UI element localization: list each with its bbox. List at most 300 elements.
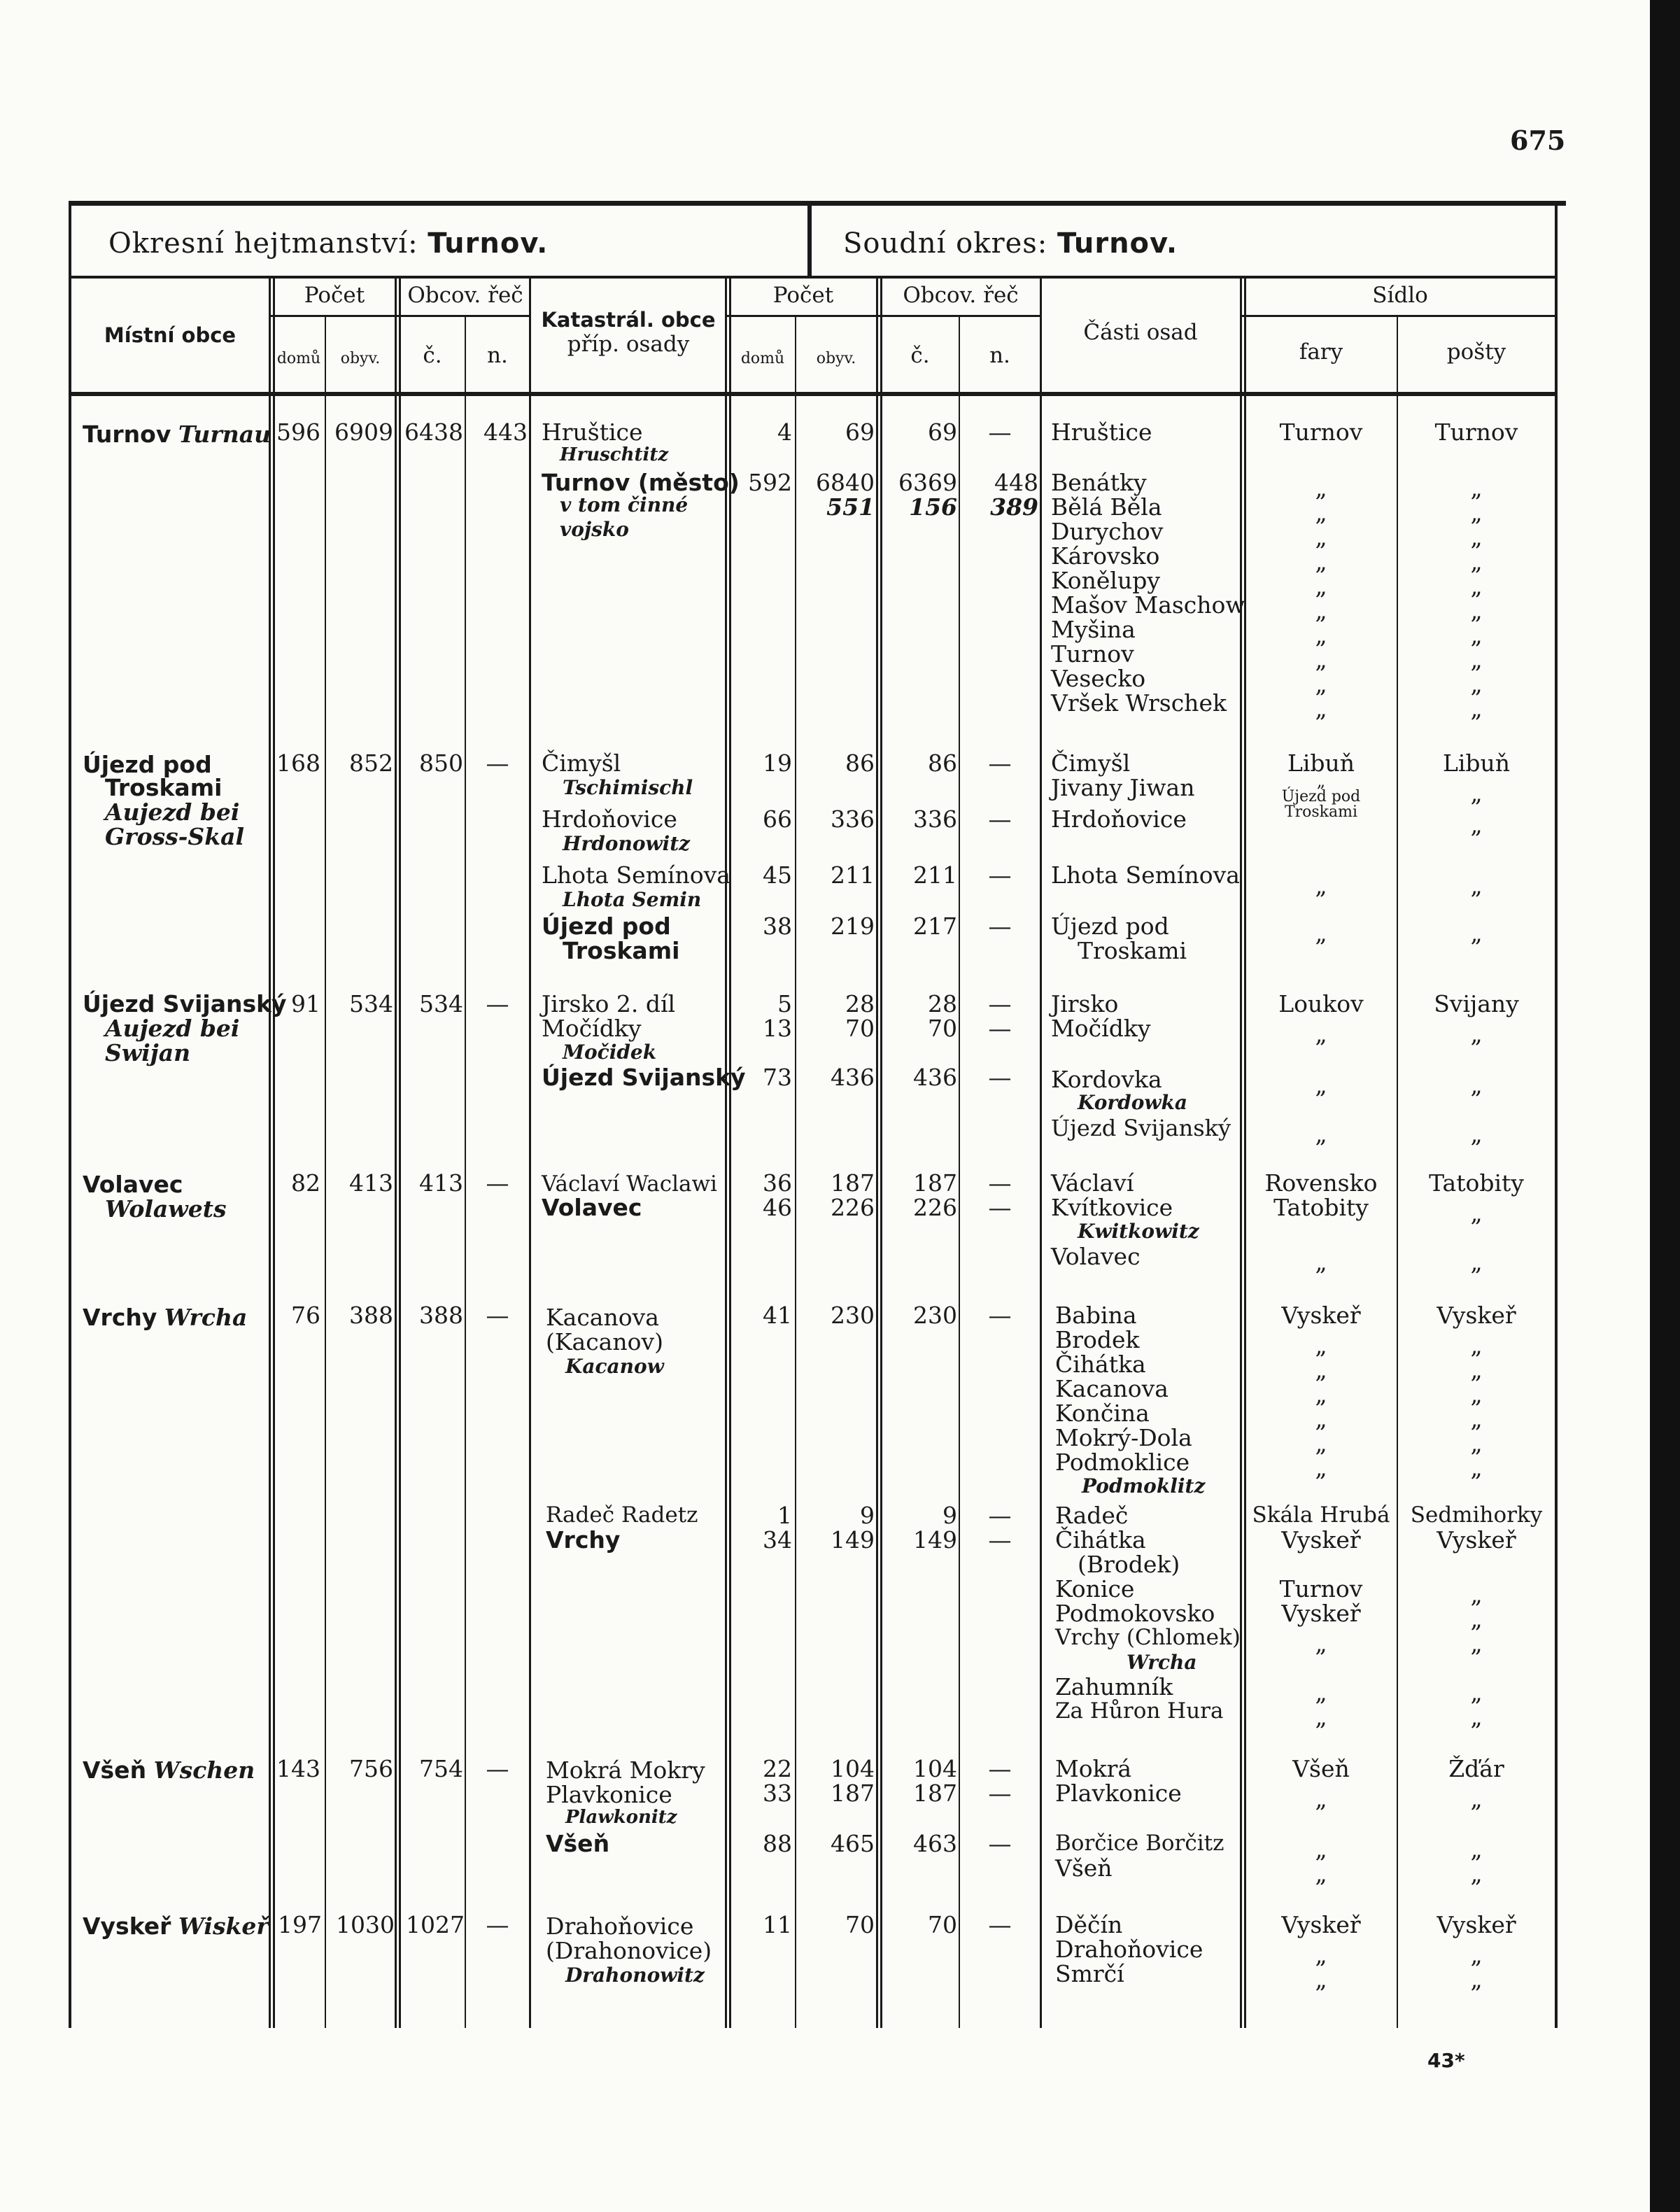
posta: „ <box>1470 1381 1483 1408</box>
obec-czech: Turnov <box>83 421 171 448</box>
district-name: Turnov. <box>428 227 549 260</box>
fara: „ <box>1315 1020 1327 1048</box>
posta: „ <box>1470 1248 1483 1276</box>
cast-osady: Václaví <box>1051 1169 1134 1197</box>
kat-obec <box>542 470 740 495</box>
fara: „ <box>1315 646 1327 673</box>
cast-osady-german: Kwitkowitz <box>1078 1220 1199 1243</box>
obec-obyv: 1030 <box>336 1911 395 1938</box>
kat-domu: 41 <box>763 1302 792 1329</box>
fara: Turnov <box>1279 1575 1363 1602</box>
posta: „ <box>1470 1605 1483 1633</box>
col-n: n. <box>487 343 508 368</box>
posta: „ <box>1470 1454 1483 1481</box>
posta: „ <box>1470 1679 1483 1706</box>
posta: „ <box>1470 1836 1483 1863</box>
fara: „ <box>1315 1679 1327 1706</box>
posta: „ <box>1470 1405 1483 1432</box>
cast-osady: Čihátka <box>1055 1351 1146 1378</box>
posta: „ <box>1470 646 1483 673</box>
posta: „ <box>1470 1966 1483 1993</box>
kat-c: 70 <box>928 1911 957 1938</box>
col-pocet: Počet <box>304 283 365 308</box>
obec-c: 388 <box>419 1302 463 1329</box>
cast-osady: Za Hůron Hura <box>1055 1698 1224 1724</box>
cast-osady-german: Podmoklitz <box>1082 1474 1206 1498</box>
obec-domu: 197 <box>278 1911 322 1938</box>
fara: „ <box>1315 1248 1327 1276</box>
kat-obyv: 465 <box>831 1830 875 1857</box>
cast-osady: Děčín <box>1055 1911 1123 1938</box>
kat-note: v tom činné <box>560 493 689 516</box>
kat-obec: Kacanova <box>546 1304 659 1331</box>
cast-osady: Turnov <box>1051 640 1134 668</box>
kat-n: — <box>988 990 1012 1017</box>
obec-german: Wolawets <box>105 1195 227 1223</box>
kat-c: 463 <box>913 1830 957 1857</box>
kat-c: 436 <box>913 1064 957 1091</box>
fara: Újezd pod <box>1281 788 1361 805</box>
kat-n: 448 <box>994 469 1038 496</box>
fara: „ <box>1315 1430 1327 1457</box>
obec-czech: Vrchy <box>83 1304 157 1331</box>
fara: Skála Hrubá <box>1252 1502 1390 1528</box>
kat-domu: 45 <box>763 861 792 889</box>
kat-c: 9 <box>943 1502 957 1529</box>
kat-obyv: 6840 <box>816 469 875 496</box>
kat-n: — <box>988 749 1012 777</box>
kat-n: — <box>988 805 1012 833</box>
kat-domu: 73 <box>763 1064 792 1091</box>
kat-obyv: 187 <box>831 1780 875 1807</box>
cast-osady: Podmoklice <box>1055 1449 1190 1476</box>
kat-domu: 22 <box>763 1755 792 1782</box>
kat-c: 187 <box>913 1169 957 1197</box>
kat-n: — <box>988 1194 1012 1221</box>
obec-german: Wiskeř <box>178 1912 269 1940</box>
posta: „ <box>1470 1630 1483 1657</box>
kat-obec-german: Tschimischl <box>563 776 693 799</box>
kat-obec: Drahoňovice <box>546 1912 694 1940</box>
kat-obec: (Drahonovice) <box>546 1937 712 1964</box>
kat-domu: 4 <box>777 418 792 446</box>
cast-osady: Plavkonice <box>1055 1780 1182 1807</box>
header-bottom-rule <box>69 276 1558 279</box>
cast-osady: Konělupy <box>1051 567 1160 594</box>
fara: Rovensko <box>1264 1169 1378 1197</box>
col-c: č. <box>423 343 442 368</box>
kat-obec: Hruštice <box>542 418 643 446</box>
kat-domu: 592 <box>748 469 792 496</box>
posta: Libuň <box>1442 749 1511 777</box>
posta: „ <box>1470 1860 1483 1887</box>
cast-osady: Všeň <box>1055 1854 1113 1882</box>
kat-obyv: 211 <box>831 861 875 889</box>
court-label: Soudní okres: <box>843 227 1048 260</box>
fara: „ <box>1315 1405 1327 1432</box>
fara: „ <box>1315 1071 1327 1099</box>
cast-osady: Podmokovsko <box>1055 1600 1215 1627</box>
cast-osady: Zahumník <box>1055 1673 1173 1700</box>
posta: „ <box>1470 1941 1483 1968</box>
posta: „ <box>1470 1356 1483 1383</box>
fara: „ <box>1315 1860 1327 1887</box>
district-label: Okresní hejtmanství: <box>108 227 418 260</box>
fara: Vyskeř <box>1281 1600 1361 1627</box>
district-title <box>108 227 548 260</box>
obec-czech: Vyskeř <box>83 1912 171 1940</box>
kat-n-vojsko: 389 <box>990 493 1038 521</box>
cast-osady: Konice <box>1055 1575 1135 1602</box>
obec-german: Turnau <box>178 421 271 448</box>
obec-german: Wschen <box>153 1756 255 1784</box>
obec-czech: Volavec <box>83 1171 183 1198</box>
kat-c: 149 <box>913 1526 957 1554</box>
obec-domu: 143 <box>276 1755 320 1782</box>
kat-obec-label: Turnov (město) <box>542 469 740 496</box>
fara: „ <box>1315 1966 1327 1993</box>
col-posty: pošty <box>1446 339 1506 365</box>
header-divider <box>807 206 812 276</box>
kat-obec: Močídky <box>542 1015 642 1042</box>
kat-c: 28 <box>928 990 957 1017</box>
fara: Vyskeř <box>1281 1526 1361 1554</box>
cast-osady: (Brodek) <box>1078 1551 1180 1578</box>
court-name: Turnov. <box>1057 227 1178 260</box>
obec-domu: 91 <box>291 990 320 1017</box>
obec-n: — <box>486 1755 509 1782</box>
kat-obec-german: Drahonowitz <box>565 1964 705 1987</box>
kat-domu: 33 <box>763 1780 792 1807</box>
col-obcov-rec-2: Obcov. řeč <box>903 283 1019 308</box>
posta: „ <box>1470 621 1483 649</box>
kat-c: 86 <box>928 749 957 777</box>
kat-obec: Hrdoňovice <box>542 805 677 833</box>
kat-c: 226 <box>913 1194 957 1221</box>
obec-obyv: 534 <box>349 990 393 1017</box>
fara: „ <box>1315 872 1327 899</box>
obec-n: — <box>486 1169 509 1197</box>
obec-c: 1027 <box>406 1911 465 1938</box>
fara: „ <box>1315 670 1327 698</box>
column-header-bottom-rule <box>69 392 1558 396</box>
col-line <box>269 279 271 2028</box>
obec-obyv: 6909 <box>334 418 393 446</box>
posta: „ <box>1470 811 1483 838</box>
col-n-2: n. <box>989 343 1010 368</box>
obec-obyv: 413 <box>349 1169 393 1197</box>
posta: „ <box>1470 872 1483 899</box>
obec-name <box>83 422 271 446</box>
fara: Turnov <box>1279 418 1363 446</box>
obec-c: 850 <box>419 749 463 777</box>
col-pocet-2: Počet <box>772 283 834 308</box>
kat-obyv: 149 <box>831 1526 875 1554</box>
obec-c: 754 <box>419 1755 463 1782</box>
kat-domu: 1 <box>777 1502 792 1529</box>
cast-osady: Kordovka <box>1051 1066 1162 1093</box>
fara: „ <box>1315 621 1327 649</box>
cast-osady: Troskami <box>1078 937 1187 964</box>
posta: „ <box>1470 572 1483 600</box>
posta: „ <box>1470 1020 1483 1048</box>
cast-osady: Jivany Jiwan <box>1051 774 1195 801</box>
kat-obec: Všeň <box>546 1830 610 1857</box>
posta: „ <box>1470 1430 1483 1457</box>
kat-n: — <box>988 1169 1012 1197</box>
cast-osady: Hruštice <box>1051 418 1152 446</box>
obec-domu: 596 <box>276 418 320 446</box>
col-line <box>529 279 531 2028</box>
obec-c: 534 <box>419 990 463 1017</box>
kat-note: vojsko <box>560 518 629 541</box>
kat-obyv: 86 <box>845 749 875 777</box>
top-rule <box>69 201 1566 206</box>
cast-osady: Kvítkovice <box>1051 1194 1173 1221</box>
obec-german: Gross-Skal <box>105 823 245 850</box>
kat-obec-german: Lhota Semin <box>563 888 702 911</box>
kat-domu: 36 <box>763 1169 792 1197</box>
kat-c-vojsko: 156 <box>909 493 957 521</box>
cast-osady: Radeč <box>1055 1502 1129 1529</box>
kat-obyv: 436 <box>831 1064 875 1091</box>
kat-obyv: 230 <box>831 1302 875 1329</box>
cast-osady: Myšina <box>1051 616 1136 643</box>
fara: Tatobity <box>1273 1194 1369 1221</box>
kat-c: 70 <box>928 1015 957 1042</box>
kat-n: — <box>988 1780 1012 1807</box>
cast-osady: Mašov Maschow <box>1051 591 1245 619</box>
col-obcov-rec: Obcov. řeč <box>407 283 523 308</box>
col-line <box>1240 279 1242 2028</box>
kat-domu: 34 <box>763 1526 792 1554</box>
fara: „ <box>1315 499 1327 526</box>
kat-obec: Čimyšl <box>542 749 621 777</box>
col-katastral: Katastrál. obce <box>541 308 716 332</box>
kat-obec: Plavkonice <box>546 1781 672 1808</box>
obec-n: — <box>486 749 509 777</box>
kat-c: 104 <box>913 1755 957 1782</box>
kat-n: — <box>988 1502 1012 1529</box>
kat-obyv: 187 <box>831 1169 875 1197</box>
cast-osady: Čimyšl <box>1051 749 1131 777</box>
fara: „ <box>1315 1785 1327 1812</box>
obec-german: Aujezd bei <box>105 798 240 826</box>
obec-n: — <box>486 1911 509 1938</box>
kat-obyv: 28 <box>845 990 875 1017</box>
cast-osady: Lhota Semínova <box>1051 861 1240 889</box>
posta: „ <box>1470 523 1483 551</box>
kat-n: — <box>988 1064 1012 1091</box>
obec-domu: 82 <box>291 1169 320 1197</box>
kat-n: — <box>988 1526 1012 1554</box>
posta: „ <box>1470 1703 1483 1731</box>
kat-c: 211 <box>913 861 957 889</box>
kat-obec: Jirsko 2. díl <box>542 990 676 1017</box>
kat-domu: 88 <box>763 1830 792 1857</box>
fara: „ <box>1315 1356 1327 1383</box>
col-line <box>395 279 397 2028</box>
kat-c: 336 <box>913 805 957 833</box>
fara: Všeň <box>1292 1755 1350 1782</box>
posta: Vyskeř <box>1437 1911 1516 1938</box>
kat-obec: Radeč Radetz <box>546 1502 698 1528</box>
cast-osady: Volavec <box>1051 1243 1141 1270</box>
posta: „ <box>1470 474 1483 502</box>
obec-name <box>83 1758 255 1782</box>
posta: Turnov <box>1434 418 1518 446</box>
kat-obyv: 9 <box>860 1502 875 1529</box>
sheet-signature: 43* <box>1427 2049 1465 2072</box>
obec-c: 6438 <box>404 418 463 446</box>
kat-n: — <box>988 1830 1012 1857</box>
posta: „ <box>1470 670 1483 698</box>
kat-domu: 5 <box>777 990 792 1017</box>
posta: Tatobity <box>1429 1169 1524 1197</box>
cast-osady: Močídky <box>1051 1015 1151 1042</box>
cast-osady-german: Wrcha <box>1127 1651 1197 1674</box>
cast-osady: Durychov <box>1051 518 1164 545</box>
posta: „ <box>1470 780 1483 807</box>
fara: „ <box>1315 1454 1327 1481</box>
kat-obyv: 70 <box>845 1015 875 1042</box>
fara: „ <box>1315 695 1327 722</box>
kat-obyv: 69 <box>845 418 875 446</box>
posta: „ <box>1470 695 1483 722</box>
obec-czech: Troskami <box>105 774 223 801</box>
kat-obyv: 219 <box>831 913 875 940</box>
fara: Libuň <box>1287 749 1355 777</box>
table-right-border <box>1555 206 1558 2028</box>
col-obyv: obyv. <box>340 350 381 367</box>
kat-domu: 13 <box>763 1015 792 1042</box>
fara: „ <box>1315 523 1327 551</box>
fara: Vyskeř <box>1281 1302 1361 1329</box>
obec-domu: 76 <box>291 1302 320 1329</box>
col-mistni-obce: Místní obce <box>104 323 237 347</box>
fara: „ <box>1316 771 1326 791</box>
col-casti-osad: Části osad <box>1083 320 1198 345</box>
cast-osady: Károvsko <box>1051 542 1160 570</box>
cast-osady: Újezd pod <box>1051 913 1169 940</box>
kat-obec-german: Plawkonitz <box>565 1807 677 1828</box>
cast-osady: Bělá Běla <box>1051 493 1162 521</box>
obec-german: Swijan <box>105 1039 191 1066</box>
posta: Vyskeř <box>1437 1526 1516 1554</box>
kat-n: — <box>988 861 1012 889</box>
obec-domu: 168 <box>276 749 320 777</box>
posta: „ <box>1470 1199 1483 1227</box>
kat-c: 6369 <box>898 469 957 496</box>
col-domu: domů <box>276 350 321 367</box>
kat-obec-german: Kacanow <box>565 1355 664 1378</box>
cast-osady: Mokrý-Dola <box>1055 1424 1192 1451</box>
fara: „ <box>1315 1941 1327 1968</box>
kat-n: — <box>988 1015 1012 1042</box>
posta: „ <box>1470 1581 1483 1608</box>
kat-c: 230 <box>913 1302 957 1329</box>
obec-czech: Újezd Svijanský <box>83 990 287 1017</box>
obec-name <box>83 1305 247 1330</box>
kat-obyv: 336 <box>831 805 875 833</box>
col-line <box>725 279 727 2028</box>
kat-n: — <box>988 1911 1012 1938</box>
cast-osady: Jirsko <box>1051 990 1119 1017</box>
cast-osady-german: Kordowka <box>1078 1091 1188 1114</box>
cast-osady: Borčice Borčitz <box>1055 1831 1224 1856</box>
kat-obec-german: Močidek <box>563 1041 657 1064</box>
posta: Sedmihorky <box>1410 1502 1543 1528</box>
fara: Vyskeř <box>1281 1911 1361 1938</box>
posta: „ <box>1470 548 1483 575</box>
cast-osady: Drahoňovice <box>1055 1936 1203 1963</box>
fara: „ <box>1315 920 1327 947</box>
kat-n: — <box>988 1755 1012 1782</box>
col-prip-osady: příp. osady <box>567 332 690 357</box>
cast-osady: Kacanova <box>1055 1375 1169 1402</box>
posta: „ <box>1470 1071 1483 1099</box>
kat-c: 217 <box>913 913 957 940</box>
page-number: 675 <box>1510 125 1566 156</box>
cast-osady: Vesecko <box>1051 665 1146 692</box>
kat-obec: Václaví Waclawi <box>542 1171 717 1197</box>
posta: Vyskeř <box>1437 1302 1516 1329</box>
posta: Svijany <box>1434 990 1519 1017</box>
obec-c: 413 <box>419 1169 463 1197</box>
fara: „ <box>1315 1381 1327 1408</box>
cast-osady: Končina <box>1055 1400 1150 1427</box>
cast-osady: Vršek Wrschek <box>1051 689 1227 717</box>
obec-czech: Všeň <box>83 1756 147 1784</box>
cast-osady: Smrčí <box>1055 1960 1124 1987</box>
obec-n: — <box>486 1302 509 1329</box>
obec-obyv: 388 <box>349 1302 393 1329</box>
col-obyv-2: obyv. <box>816 350 856 367</box>
col-fary: fary <box>1299 339 1343 365</box>
fara: „ <box>1315 474 1327 502</box>
fara: „ <box>1315 572 1327 600</box>
cast-osady: Babina <box>1055 1302 1137 1329</box>
kat-domu: 46 <box>763 1194 792 1221</box>
col-c-2: č. <box>910 343 930 368</box>
kat-n: — <box>988 913 1012 940</box>
fara: „ <box>1315 1836 1327 1863</box>
kat-obyv: 70 <box>845 1911 875 1938</box>
obec-german: Aujezd bei <box>105 1015 240 1042</box>
fara: Loukov <box>1278 990 1364 1017</box>
posta: „ <box>1470 499 1483 526</box>
cast-osady: Vrchy (Chlomek) <box>1055 1625 1241 1650</box>
kat-obec: Vrchy <box>546 1526 621 1554</box>
posta: „ <box>1470 920 1483 947</box>
obec-name <box>83 1914 269 1938</box>
posta: Žďár <box>1448 1755 1504 1782</box>
kat-obyv: 226 <box>831 1194 875 1221</box>
cast-osady: Čihátka <box>1055 1526 1146 1554</box>
kat-c: 69 <box>928 418 957 446</box>
kat-n: — <box>988 418 1012 446</box>
kat-c: 187 <box>913 1780 957 1807</box>
kat-obyv-vojsko: 551 <box>826 493 875 521</box>
kat-obec: Újezd pod <box>542 913 671 940</box>
kat-obec: Lhota Semínova <box>542 861 730 889</box>
fara: „ <box>1315 1630 1327 1657</box>
table-left-border <box>69 206 71 2028</box>
col-line <box>876 279 878 2028</box>
posta: „ <box>1470 597 1483 624</box>
kat-domu: 66 <box>763 805 792 833</box>
posta: „ <box>1470 1332 1483 1359</box>
